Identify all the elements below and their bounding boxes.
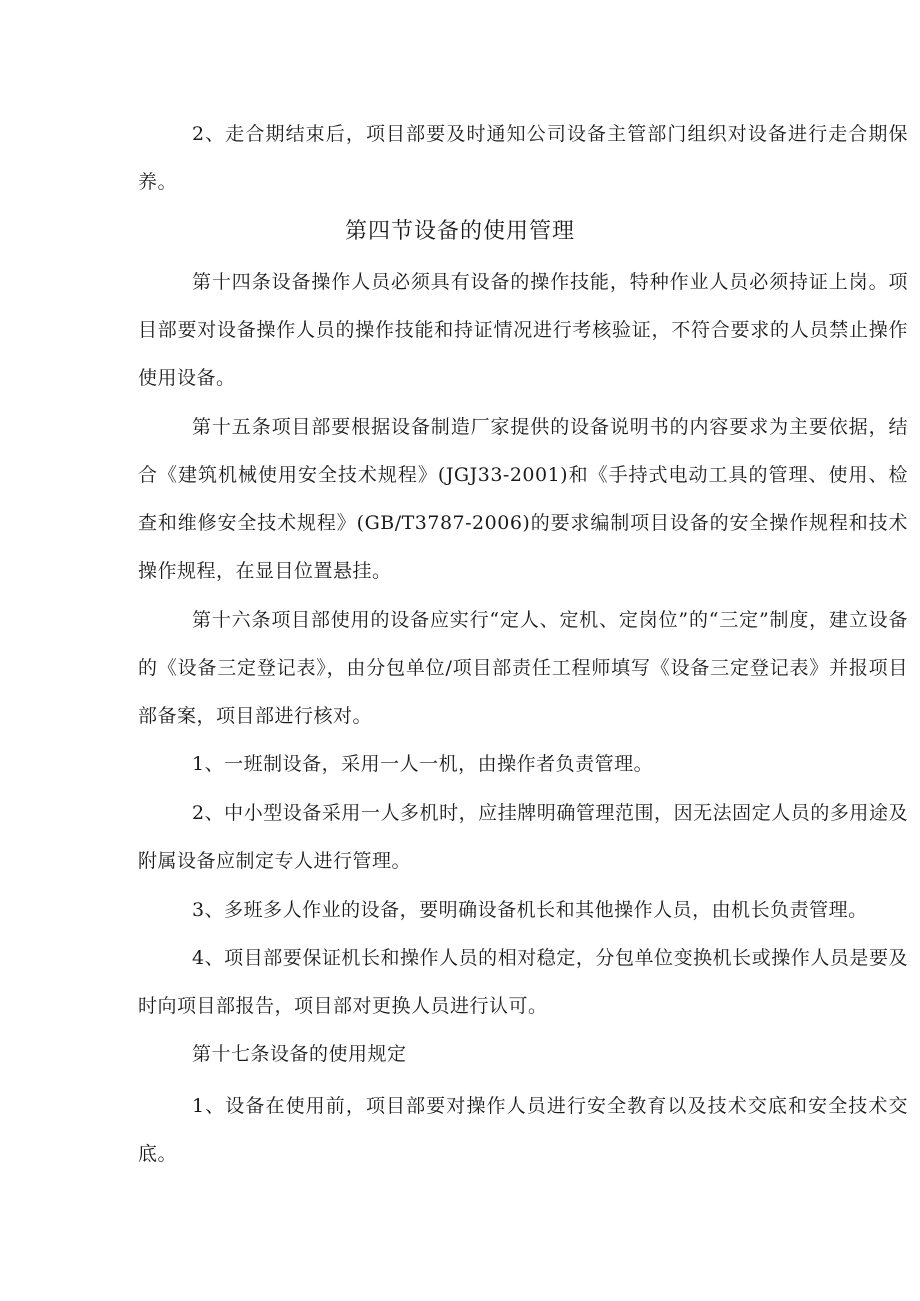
section-heading: 第四节设备的使用管理: [344, 219, 575, 244]
paragraph-item-1: [138, 740, 908, 788]
paragraph-text: 1、设备在使用前，项目部要对操作人员进行安全教育以及技术交底和安全技术交底。: [138, 1095, 908, 1165]
paragraph-item-3: [138, 886, 908, 934]
paragraph-break-in-maintenance: [138, 110, 908, 206]
paragraph-article-16: [138, 596, 908, 740]
paragraph-item-4: [138, 934, 908, 1030]
paragraph-article-17: [138, 1030, 908, 1078]
paragraph-article-14: [138, 258, 908, 402]
paragraph-text: 2、中小型设备采用一人多机时，应挂牌明确管理范围，因无法固定人员的多用途及附属设备应制定专人进行管理。: [138, 802, 908, 872]
paragraph-text: 第十七条设备的使用规定: [192, 1043, 407, 1065]
paragraph-text: 第十六条项目部使用的设备应实行“定人、定机、定岗位”的“三定”制度，建立设备的《设备三定登记表》，由分包单位/项目部责任工程师填写《设备三定登记表》并报项目部备案，项目部进行核对。: [138, 609, 908, 727]
paragraph-item-2: [138, 789, 908, 885]
paragraph-text: 第十五条项目部要根据设备制造厂家提供的设备说明书的内容要求为主要依据，结合《建筑机械使用安全技术规程》(JGJ33-2001)和《手持式电动工具的管理、使用、检查和维修安全技术规程》(GB/T3787-2006)的要求编制项目设备的安全操作规程和技术操作规程，在显目位置悬挂。: [138, 416, 908, 582]
paragraph-text: 4、项目部要保证机长和操作人员的相对稳定，分包单位变换机长或操作人员是要及时向项目部报告，项目部对更换人员进行认可。: [138, 947, 908, 1017]
paragraph-text: 1、一班制设备，采用一人一机，由操作者负责管理。: [192, 753, 654, 775]
paragraph-text: 第十四条设备操作人员必须具有设备的操作技能，特种作业人员必须持证上岗。项目部要对设备操作人员的操作技能和持证情况进行考核验证，不符合要求的人员禁止操作使用设备。: [138, 271, 908, 389]
paragraph-usage-item-1: [138, 1082, 908, 1178]
paragraph-article-15: [138, 403, 908, 595]
paragraph-text: 3、多班多人作业的设备，要明确设备机长和其他操作人员，由机长负责管理。: [192, 899, 868, 921]
paragraph-text: 2、走合期结束后，项目部要及时通知公司设备主管部门组织对设备进行走合期保养。: [138, 123, 908, 193]
